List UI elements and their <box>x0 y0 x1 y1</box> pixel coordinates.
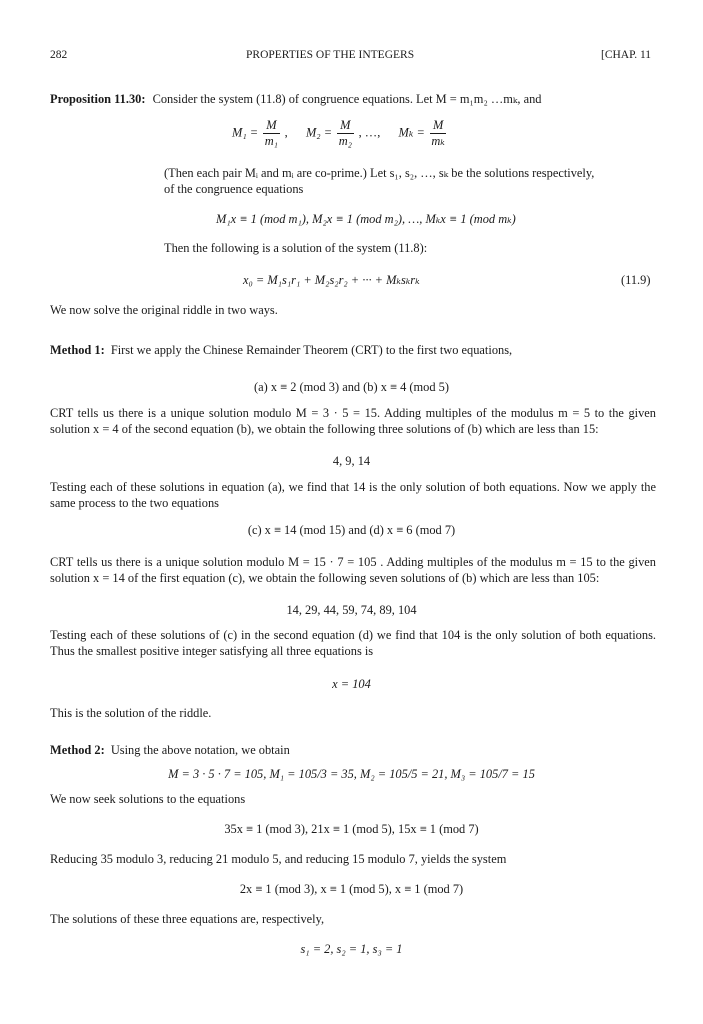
fraction <box>263 118 279 149</box>
result-equation: x = 104 <box>332 677 371 691</box>
equations-cd: (c) x ≡ 14 (mod 15) and (d) x ≡ 6 (mod 7) <box>247 523 456 537</box>
method2-solutions: s₁ = 2, s₂ = 1, s₃ = 1 <box>300 942 403 956</box>
method2-heading <box>50 742 290 758</box>
chapter-label: [CHAP. 11 <box>601 49 652 61</box>
solution-formula: x₀ = M₁s₁r₁ + M₂s₂r₂ + ··· + Mₖsₖrₖ <box>243 273 420 287</box>
running-title: PROPERTIES OF THE INTEGERS <box>246 49 415 61</box>
fraction-numerator: M <box>337 118 353 134</box>
coprime-line-1: (Then each pair Mᵢ and mᵢ are co-prime.) Let s₁, s₂, …, sₖ be the solutions respectively, <box>164 166 595 180</box>
fraction <box>430 118 446 149</box>
method2-intro: Using the above notation, we obtain <box>110 743 290 757</box>
coprime-line-2: of the congruence equations <box>164 182 304 196</box>
solutions-intro: The solutions of these three equations are, respectively, <box>50 912 325 926</box>
page-number: 282 <box>50 49 68 61</box>
equation-number: (11.9) <box>621 273 651 287</box>
congruence-list: M₁x ≡ 1 (mod m₁), M₂x ≡ 1 (mod m₂), …, Mₖx ≡ 1 (mod mₖ) <box>216 212 516 226</box>
fractions-row <box>232 118 448 149</box>
proposition-label: Proposition 11.30: <box>50 92 146 106</box>
seek-text: We now seek solutions to the equations <box>50 792 246 806</box>
reducing-text: Reducing 35 modulo 3, reducing 21 modulo 5, and reducing 15 modulo 7, yields the system <box>50 852 507 866</box>
proposition-intro: Consider the system (11.8) of congruence equations. Let M = m₁m₂ …mₖ, and <box>152 92 542 106</box>
fraction-lhs: M₂ = <box>305 125 333 140</box>
testing-paragraph-2: Testing each of these solutions of (c) in the second equation (d) we find that 104 is the only solution of both equations. Thus the smallest positive integer satisfying all three equations is <box>50 628 656 658</box>
fraction-denominator: mₖ <box>431 134 445 148</box>
method2-values: M = 3 · 5 · 7 = 105, M₁ = 105/3 = 35, M₂ = 105/5 = 21, M₃ = 105/7 = 15 <box>168 767 535 781</box>
solutions-list-2: 14, 29, 44, 59, 74, 89, 104 <box>286 603 417 617</box>
solutions-list-1: 4, 9, 14 <box>332 454 371 468</box>
then-line: Then the following is a solution of the system (11.8): <box>164 241 428 255</box>
reduced-system: 2x ≡ 1 (mod 3), x ≡ 1 (mod 5), x ≡ 1 (mod 7) <box>239 882 464 896</box>
method1-intro: First we apply the Chinese Remainder Theorem (CRT) to the first two equations, <box>110 343 513 357</box>
method2-equations: 35x ≡ 1 (mod 3), 21x ≡ 1 (mod 5), 15x ≡ 1 (mod 7) <box>224 822 479 836</box>
fraction-denominator: m₁ <box>264 134 278 148</box>
crt-paragraph-1: CRT tells us there is a unique solution modulo M = 3 · 5 = 15. Adding multiples of the modulus m = 5 to the given solution x = 4 of the second equation (b), we obtain the following three solutions of (b) which are less than 15: <box>50 406 656 436</box>
fraction-lhs: M₁ = <box>232 125 259 140</box>
fraction-lhs: Mₖ = <box>398 125 425 140</box>
equations-ab: (a) x ≡ 2 (mod 3) and (b) x ≡ 4 (mod 5) <box>254 380 449 394</box>
testing-paragraph-1: Testing each of these solutions in equation (a), we find that 14 is the only solution of both equations. Now we apply the same process to the two equations <box>50 480 656 510</box>
fraction-numerator: M <box>263 118 279 134</box>
method1-label: Method 1: <box>50 343 105 357</box>
fraction-numerator: M <box>430 118 446 134</box>
riddle-conclusion: This is the solution of the riddle. <box>50 706 212 720</box>
transition-text: We now solve the original riddle in two ways. <box>50 303 278 317</box>
method1-heading <box>50 342 512 358</box>
fraction-separator: , <box>284 125 288 140</box>
crt-paragraph-2: CRT tells us there is a unique solution modulo M = 15 · 7 = 105 . Adding multiples of the modulus m = 15 to the given solution x = 14 of the first equation (c), we obtain the following seven solutions of (b) which are less than 105: <box>50 555 656 585</box>
fraction-separator: , …, <box>358 125 381 140</box>
proposition-line <box>50 91 542 107</box>
method2-label: Method 2: <box>50 743 105 757</box>
fraction-denominator: m₂ <box>338 134 352 148</box>
fraction <box>337 118 353 149</box>
